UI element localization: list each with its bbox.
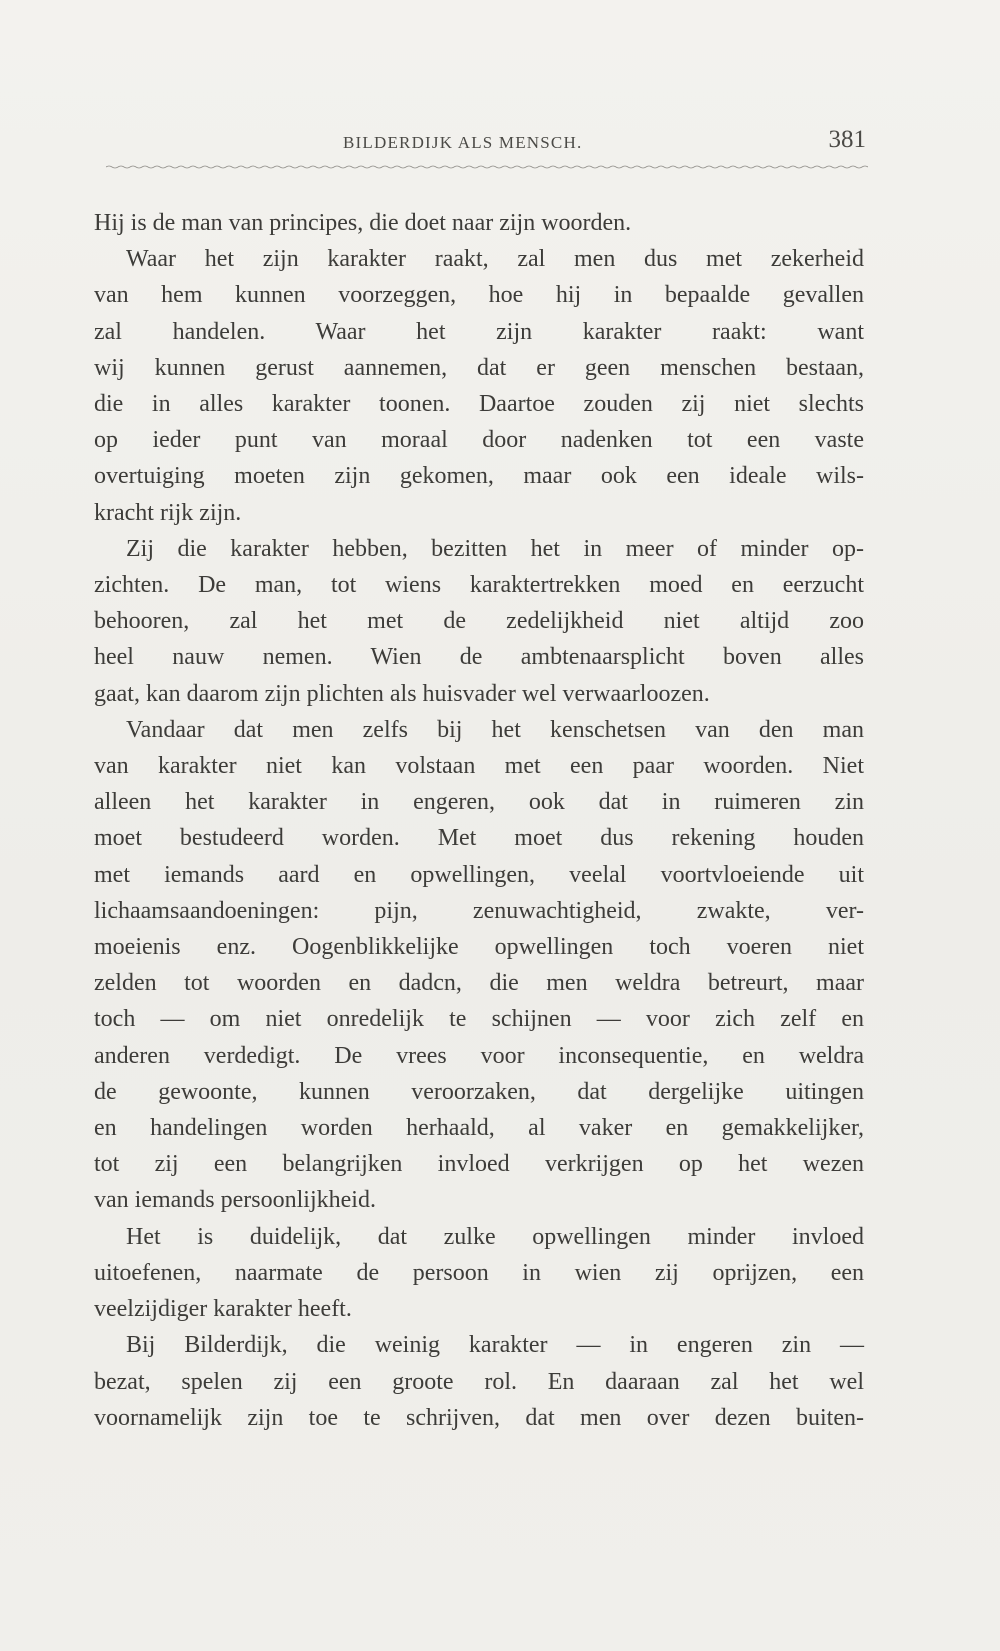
text-line: lichaamsaandoeningen: pijn, zenuwachtigheid, zwakte, ver- xyxy=(94,897,864,924)
text-line: toch — om niet onredelijk te schijnen — voor zich zelf en xyxy=(94,1006,864,1033)
text-line: die in alles karakter toonen. Daartoe zouden zij niet slechts xyxy=(94,391,864,418)
text-line: heel nauw nemen. Wien de ambtenaarsplicht boven alles xyxy=(94,644,864,671)
header-rule xyxy=(106,165,868,169)
paragraph-5 xyxy=(94,1219,864,1328)
paragraph-6 xyxy=(94,1327,864,1436)
text-line: Hij is de man van principes, die doet naar zijn woorden. xyxy=(94,210,632,236)
text-line: overtuiging moeten zijn gekomen, maar ook een ideale wils- xyxy=(94,463,864,490)
text-line: bezat, spelen zij een groote rol. En daaraan zal het wel xyxy=(94,1368,864,1395)
paragraph-2 xyxy=(94,241,864,531)
text-line: en handelingen worden herhaald, al vaker en gemakkelijker, xyxy=(94,1115,864,1142)
body-text xyxy=(94,205,864,1436)
text-line: Bij Bilderdijk, die weinig karakter — in engeren zin — xyxy=(126,1332,864,1359)
running-head: BILDERDIJK ALS MENSCH. xyxy=(343,133,583,152)
paragraph-1 xyxy=(94,205,864,241)
text-line: alleen het karakter in engeren, ook dat in ruimeren zin xyxy=(94,789,864,816)
paragraph-3 xyxy=(94,531,864,712)
text-line: zelden tot woorden en dadcn, die men weldra betreurt, maar xyxy=(94,970,864,997)
text-line: Het is duidelijk, dat zulke opwellingen minder invloed xyxy=(126,1223,864,1250)
text-line: voornamelijk zijn toe te schrijven, dat men over dezen buiten- xyxy=(94,1404,864,1431)
text-line: behooren, zal het met de zedelijkheid niet altijd zoo xyxy=(94,608,864,635)
paragraph-4 xyxy=(94,712,864,1219)
text-line: zichten. De man, tot wiens karaktertrekken moed en eerzucht xyxy=(94,572,864,599)
text-line: met iemands aard en opwellingen, veelal voortvloeiende uit xyxy=(94,861,864,888)
page-header xyxy=(98,128,870,168)
text-line: kracht rijk zijn. xyxy=(94,499,242,526)
text-line: tot zij een belangrijken invloed verkrijgen op het wezen xyxy=(94,1151,864,1178)
text-line: moeienis enz. Oogenblikkelijke opwellingen toch voeren niet xyxy=(94,934,864,961)
text-line: van karakter niet kan volstaan met een paar woorden. Niet xyxy=(94,753,864,780)
text-line: uitoefenen, naarmate de persoon in wien zij oprijzen, een xyxy=(94,1259,864,1286)
text-line: moet bestudeerd worden. Met moet dus rekening houden xyxy=(94,825,864,852)
text-line: anderen verdedigt. De vrees voor inconsequentie, en weldra xyxy=(94,1042,864,1069)
page-number: 381 xyxy=(828,126,866,153)
text-line: Zij die karakter hebben, bezitten het in meer of minder op- xyxy=(126,535,864,562)
text-line: van iemands persoonlijkheid. xyxy=(94,1187,376,1214)
text-line: van hem kunnen voorzeggen, hoe hij in bepaalde gevallen xyxy=(94,282,864,309)
text-line: gaat, kan daarom zijn plichten als huisvader wel verwaarloozen. xyxy=(94,680,710,707)
text-line: zal handelen. Waar het zijn karakter raakt: want xyxy=(94,318,864,345)
text-line: Vandaar dat men zelfs bij het kenschetsen van den man xyxy=(126,716,864,743)
text-line: op ieder punt van moraal door nadenken tot een vaste xyxy=(94,427,864,454)
text-line: wij kunnen gerust aannemen, dat er geen menschen bestaan, xyxy=(94,354,864,381)
text-line: de gewoonte, kunnen veroorzaken, dat dergelijke uitingen xyxy=(94,1078,864,1105)
text-line: veelzijdiger karakter heeft. xyxy=(94,1296,352,1323)
text-line: Waar het zijn karakter raakt, zal men dus met zekerheid xyxy=(126,246,864,273)
